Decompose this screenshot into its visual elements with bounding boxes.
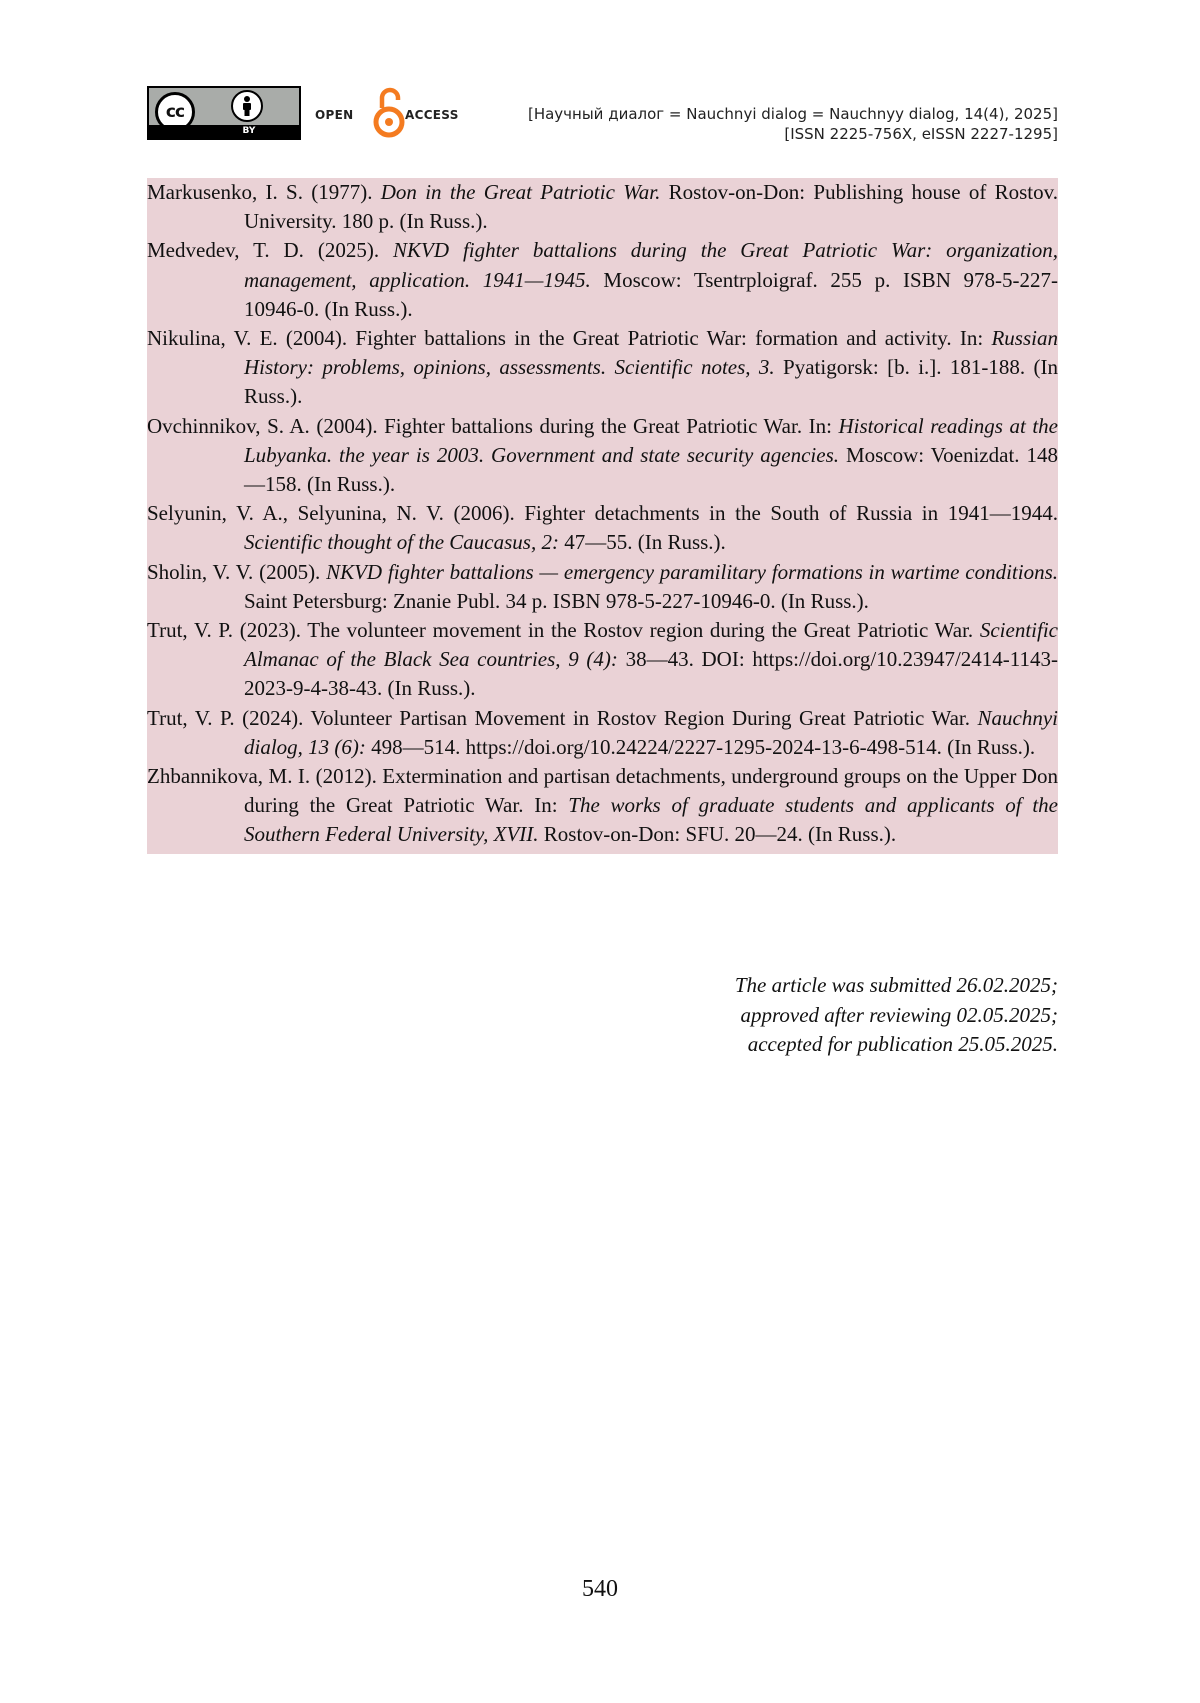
reference-entry bbox=[147, 412, 1058, 500]
reference-text: Rostov-on-Don: SFU. 20—24. (In Russ.). bbox=[538, 822, 897, 847]
cc-by-license-badge bbox=[147, 86, 301, 140]
reference-entry bbox=[147, 178, 1058, 236]
reference-text: 38—43. DOI: https://doi.org/10.23947/2414-1143-2023-9-4-38-43. (In Russ.). bbox=[244, 647, 1058, 701]
reference-text: Selyunin, V. A., Selyunina, N. V. (2006). Fighter detachments in the South of Russia in 1941—1944. bbox=[147, 501, 1058, 526]
reference-entry bbox=[147, 236, 1058, 324]
accepted-date: accepted for publication 25.05.2025. bbox=[747, 1032, 1058, 1056]
reference-text: Nikulina, V. E. (2004). Fighter battalions in the Great Patriotic War: formation and activity. In: bbox=[147, 326, 992, 351]
reference-text: Saint Petersburg: Znanie Publ. 34 p. ISBN 978-5-227-10946-0. (In Russ.). bbox=[244, 588, 869, 613]
reference-text: Moscow: Voenizdat. 148—158. (In Russ.). bbox=[244, 442, 1058, 497]
journal-info bbox=[528, 104, 1058, 144]
reference-italic-title: The works of graduate students and applicants of the Southern Federal University, XVII. bbox=[244, 793, 1058, 847]
reference-italic-title: Russian History: problems, opinions, assessments. Scientific notes, 3. bbox=[244, 326, 1058, 380]
approved-date: approved after reviewing 02.05.2025; bbox=[740, 1002, 1058, 1027]
reference-text: Medvedev, T. D. (2025). bbox=[147, 238, 394, 263]
reference-text: 498—514. https://doi.org/10.24224/2227-1295-2024-13-6-498-514. (In Russ.). bbox=[365, 734, 1036, 759]
reference-text: 47—55. (In Russ.). bbox=[558, 530, 726, 555]
open-access-lock-icon bbox=[373, 86, 405, 140]
reference-italic-title: Historical readings at the Lubyanka. the year is 2003. Government and state security agencies. bbox=[244, 413, 1058, 467]
reference-entry bbox=[147, 558, 1058, 616]
journal-citation: [Научный диалог = Nauchnyi dialog = Nauchnyy dialog, 14(4), 2025] bbox=[527, 105, 1058, 123]
reference-list bbox=[147, 178, 1058, 854]
reference-entry bbox=[147, 616, 1058, 704]
reference-italic-title: Nauchnyi dialog, 13 (6): bbox=[244, 705, 1058, 759]
reference-text: Markusenko, I. S. (1977). bbox=[147, 180, 381, 204]
page-header bbox=[147, 86, 1058, 142]
reference-entry bbox=[147, 762, 1058, 850]
reference-italic-title: Don in the Great Patriotic War. bbox=[380, 180, 661, 204]
attribution-person-icon bbox=[231, 90, 263, 122]
page-number: 540 bbox=[582, 1576, 618, 1602]
by-label: BY bbox=[242, 126, 256, 136]
license-strip bbox=[149, 125, 299, 138]
reference-italic-title: Scientific thought of the Caucasus, 2: bbox=[244, 530, 559, 555]
reference-entry bbox=[147, 704, 1058, 762]
reference-italic-title: NKVD fighter battalions — emergency paramilitary formations in wartime conditions. bbox=[326, 559, 1058, 584]
submitted-date: The article was submitted 26.02.2025; bbox=[734, 973, 1058, 997]
creative-commons-icon: cc bbox=[155, 92, 195, 132]
reference-entry bbox=[147, 324, 1058, 412]
open-access-logo bbox=[315, 86, 465, 140]
open-access-word-access: ACCESS bbox=[405, 108, 459, 122]
reference-text: Zhbannikova, M. I. (2012). Extermination and partisan detachments, underground groups on the Upper Don during the Great Patriotic War. In: bbox=[147, 764, 1058, 818]
reference-text: Trut, V. P. (2023). The volunteer movement in the Rostov region during the Great Patriotic War. bbox=[147, 618, 980, 643]
reference-text: Trut, V. P. (2024). Volunteer Partisan Movement in Rostov Region During Great Patriotic War. bbox=[147, 705, 978, 730]
reference-text: Ovchinnikov, S. A. (2004). Fighter battalions during the Great Patriotic War. In: bbox=[147, 413, 839, 438]
reference-text: Rostov-on-Don: Publishing house of Rostov. University. 180 p. (In Russ.). bbox=[244, 180, 1058, 234]
reference-entry bbox=[147, 499, 1058, 557]
reference-italic-title: NKVD fighter battalions during the Great Patriotic War: organization, management, application. 1941—1945. bbox=[244, 238, 1058, 292]
reference-italic-title: Scientific Almanac of the Black Sea countries, 9 (4): bbox=[244, 618, 1058, 672]
reference-text: Sholin, V. V. (2005). bbox=[147, 559, 327, 584]
reference-text: Moscow: Tsentrploigraf. 255 p. ISBN 978-5-227-10946-0. (In Russ.). bbox=[244, 267, 1058, 321]
submission-dates bbox=[735, 971, 1058, 1060]
journal-issn: [ISSN 2225-756X, eISSN 2227-1295] bbox=[784, 125, 1058, 143]
open-access-word-open: OPEN bbox=[315, 108, 354, 122]
reference-text: Pyatigorsk: [b. i.]. 181-188. (In Russ.). bbox=[244, 355, 1058, 409]
